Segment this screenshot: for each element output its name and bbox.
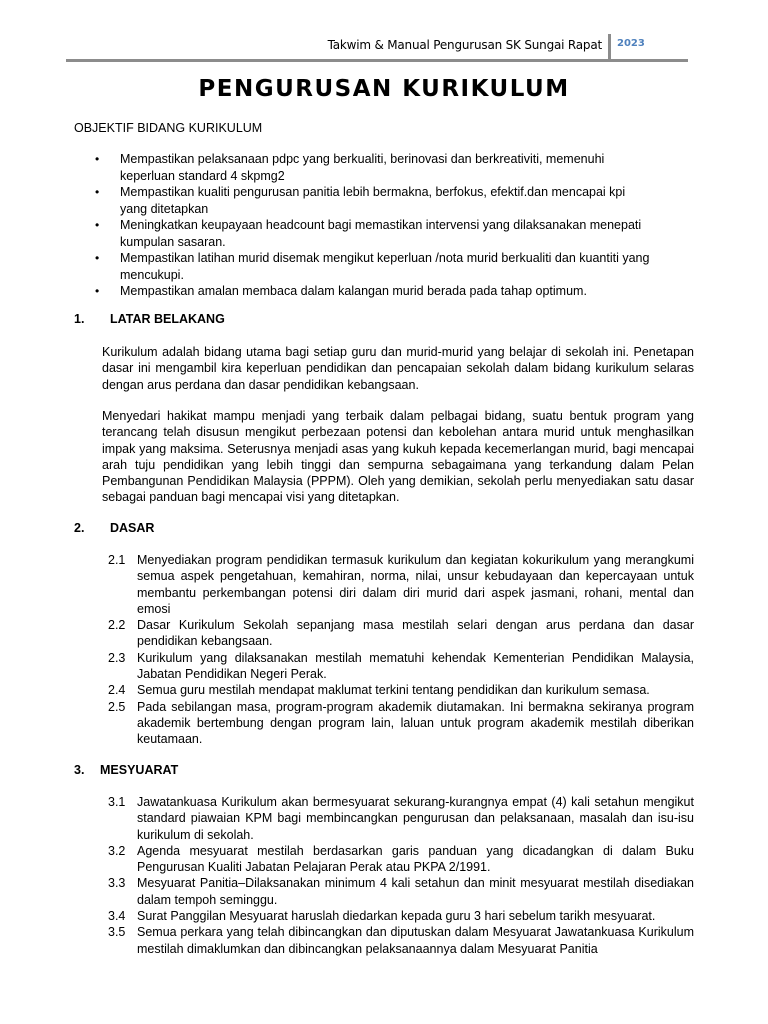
list-item: • Mempastikan kualiti pengurusan panitia lebih bermakna, berfokus, efektif.dan mencapai kpi yang ditetapkan [95, 185, 626, 216]
list-item: 3.4 Surat Panggilan Mesyuarat haruslah diedarkan kepada guru 3 hari sebelum tarikh mesyuarat. [108, 909, 656, 924]
bullet-icon: • [95, 152, 100, 166]
bullet-icon: • [95, 218, 100, 232]
section-number: 3. [74, 763, 85, 777]
bullet-icon: • [95, 284, 100, 298]
list-item: • Mempastikan latihan murid disemak mengikut keperluan /nota murid berkualiti dan kuantiti yang mencukupi. [95, 251, 650, 282]
objektif-heading: OBJEKTIF BIDANG KURIKULUM [74, 121, 263, 135]
section-title-latar-belakang: LATAR BELAKANG [110, 312, 225, 326]
header-year: 2023 [617, 38, 645, 49]
paragraph: Menyedari hakikat mampu menjadi yang terbaik dalam pelbagai bidang, suatu bentuk program yang terancang telah disusun mengikut perbezaan potensi dan kebolehan antara murid untuk menghasilkan impak yang maksima. Seterusnya menjadi asas yang kukuh kepada kecemerlangan murid, bagi mencapai arah tuju pendidikan yang lebih tinggi dan sempurna sebagaimana yang terkandung dalam Pelan Pembangunan Pendidikan Malaysia (PPPM). Oleh yang demikian, sekolah perlu menyediakan satu dasar sebagai panduan bagi mencapai visi yang ditetapkan. [102, 409, 694, 505]
section-title-dasar: DASAR [110, 521, 155, 535]
header-divider [608, 34, 611, 60]
list-item: 2.4 Semua guru mestilah mendapat maklumat terkini tentang pendidikan dan kurikulum semasa. [108, 683, 650, 698]
list-item: 2.3 Kurikulum yang dilaksanakan mestilah mematuhi kehendak Kementerian Pendidikan Malaysia, Jabatan Pendidikan Negeri Perak. [108, 650, 694, 682]
list-item: 2.2 Dasar Kurikulum Sekolah sepanjang masa mestilah selari dengan arus perdana dan dasar pendidikan kebangsaan. [108, 618, 694, 649]
dasar-list [108, 552, 694, 748]
section-number: 1. [74, 312, 85, 326]
paragraph: Kurikulum adalah bidang utama bagi setiap guru dan murid-murid yang belajar di sekolah ini. Penetapan dasar ini mengambil kira keperluan pendidikan dan pencapaian sekolah dalam bidang kurikulum selaras dengan arus perdana dan dasar pendidikan kebangsaan. [102, 345, 694, 392]
bullet-icon: • [95, 251, 100, 265]
list-item: 3.1 Jawatankuasa Kurikulum akan bermesyuarat sekurang-kurangnya empat (4) kali setahun mengikut standard piawaian KPM bagi membincangkan pengurusan dan pelaksanaan, masalah dan isu-isu kurikulum di sekolah. [108, 795, 694, 842]
list-item: 2.5 Pada sebilangan masa, program-program akademik diutamakan. Ini bermakna sekiranya program akademik bertembung dengan program lain, laluan untuk program akademik mestilah diberikan keutamaan. [108, 699, 694, 747]
list-item: 3.5 Semua perkara yang telah dibincangkan dan diputuskan dalam Mesyuarat Jawatankuasa Kurikulum mestilah dimaklumkan dan dibincangkan pelaksanaannya dalam Mesyuarat Panitia [108, 925, 694, 956]
section-number: 2. [74, 521, 85, 535]
list-item: • Meningkatkan keupayaan headcount bagi memastikan intervensi yang dilaksanakan menepati kumpulan sasaran. [95, 218, 642, 249]
objektif-list [92, 151, 652, 300]
running-header: Takwim & Manual Pengurusan SK Sungai Rapat [327, 38, 602, 52]
list-item: • Mempastikan amalan membaca dalam kalangan murid berada pada tahap optimum. [95, 284, 587, 298]
list-item: • Mempastikan pelaksanaan pdpc yang berkualiti, berinovasi dan berkreativiti, memenuhi keperluan standard 4 skpmg2 [95, 152, 605, 183]
list-item: 2.1 Menyediakan program pendidikan termasuk kurikulum dan kegiatan kokurikulum yang merangkumi semua aspek pengetahuan, kemahiran, norma, nilai, unsur kebudayaan dan kepercayaan untuk membantu perkembangan potensi diri dalam diri murid dari aspek jasmani, rohani, mental dan emosi [108, 553, 694, 616]
mesyuarat-list [108, 794, 694, 957]
list-item: 3.3 Mesyuarat Panitia–Dilaksanakan minimum 4 kali setahun dan minit mesyuarat mestilah disediakan dalam tempoh seminggu. [108, 876, 694, 907]
section-title-mesyuarat: MESYUARAT [100, 763, 179, 777]
bullet-icon: • [95, 185, 100, 199]
list-item: 3.2 Agenda mesyuarat mestilah berdasarkan garis panduan yang dicadangkan di dalam Buku Pengurusan Kualiti Jabatan Pelajaran Perak atau PKPA 2/1991. [108, 843, 694, 875]
page-title: PENGURUSAN KURIKULUM [198, 76, 570, 102]
header-rule [66, 59, 688, 62]
